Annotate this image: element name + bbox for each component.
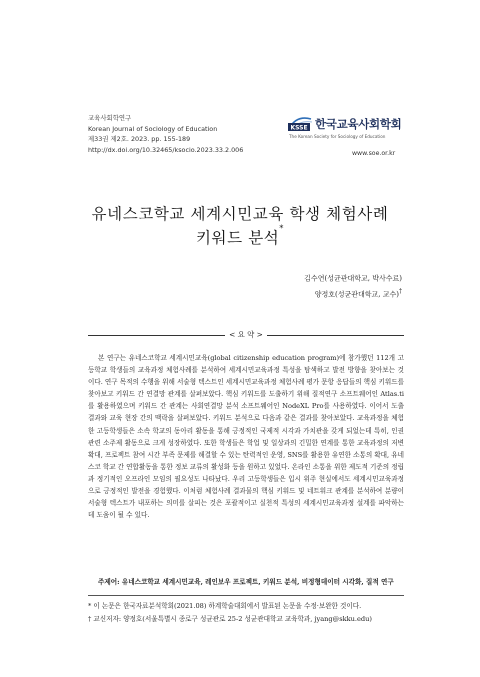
author-2-text: 양정호(성균관대학교, 교수)	[314, 290, 399, 299]
abstract-heading	[88, 330, 404, 340]
journal-issue: 제33권 제2호. 2023. pp. 155-189	[88, 135, 191, 143]
footnote-1: * 이 논문은 한국자료분석학회(2021.08) 하계학술대회에서 발표된 논문을 수정·보완한 것이다.	[88, 602, 362, 610]
abstract-body	[88, 352, 404, 521]
journal-name-en: Korean Journal of Sociology of Education	[88, 124, 218, 133]
society-url[interactable]: www.soe.or.kr	[352, 150, 396, 157]
footnote-rule	[88, 595, 404, 596]
author-2-mark: †	[399, 288, 402, 295]
footnote-2: † 교신저자: 양정호(서울특별시 종로구 성균관로 25-2 성균관대학교 교육학과, jyang@skku.edu)	[88, 615, 372, 623]
journal-header	[88, 113, 308, 155]
society-logo	[287, 117, 407, 147]
society-name-en: The Korean Society for Sociology of Education	[289, 134, 386, 139]
author-1-text: 김수연(성균관대학교, 박사수료)	[304, 274, 402, 283]
paper-title-line2-text: 키워드 분석	[195, 229, 280, 247]
abstract-label: < 요 약 >	[225, 330, 267, 339]
author-1	[304, 272, 402, 283]
abstract-paragraph: 본 연구는 유네스코학교 세계시민교육(global citizenship education program)에 참가했던 112개 고등학교 학생들의 교육과정 체험사례를 분석하여 세계시민교육과정 특성을 탐색하고 발전 방향을 찾아보는 것이다. 연구 목적의 수행을 위해 서술형 텍스트인 세계시민교육과정 체험사례 평가 문항 응답들의 핵심 키워드를 찾아보고 키워드 간 연결망 관계를 살펴보았다. 핵심 키워드를 도출하기 위해 질적연구 소프트웨어인 Atlas.ti를 활용하였으며 키워드 간 관계는 사회연결망 분석 소프트웨어인 NodeXL Pro를 사용하였다. 이어서 도출 결과와 교육 현장 간의 맥락을 살펴보았다. 키워드 분석으로 다음과 같은 결과를 찾아보았다. 교육과정을 체험한 고등학생들은 소속 학교의 동아리 활동을 통해 긍정적인 국제적 시각과 가치관을 갖게 되었는데 특히, 인권 관련 소주제 활동으로 크게 성장하였다. 또한 학생들은 학업 및 일상과의 긴밀한 연계를 통한 교육과정의 저변 확대, 프로젝트 참여 시간 부족 문제를 해결할 수 있는 탄력적인 운영, SNS를 활용한 유연한 소통의 확대, 유네스코 학교 간 연합활동을 통한 정보 교류의 활성화 등을 원하고 있었다. 온라인 소통을 위한 제도적 기준의 정립과 정기적인 오프라인 모임의 필요성도 나타났다. 우리 고등학생들은 입시 위주 현실에서도 세계시민교육과정으로 긍정적인 발전을 경험했다. 이처럼 체험사례 결과물의 핵심 키워드 및 네트워크 관계를 분석하여 분량이 서술형 텍스트가 내포하는 의미를 살피는 것은 포괄적이고 실천적 특성의 세계시민교육과정 설계를 파악하는 데 도움이 될 수 있다.	[88, 354, 404, 520]
paper-title-line1: 유네스코학교 세계시민교육 학생 체험사례	[91, 205, 389, 223]
journal-name-ko: 교육사회학연구	[88, 114, 132, 122]
title-footnote-mark: *	[279, 224, 284, 233]
logo-mark-text: KSSE	[290, 124, 308, 132]
keywords: 주제어: 유네스코학교 세계시민교육, 레인보우 프로젝트, 키워드 분석, 비정형데이터 시각화, 질적 연구	[98, 578, 394, 586]
author-2	[315, 288, 402, 299]
journal-doi[interactable]: http://dx.doi.org/10.32465/ksocio.2023.33.2.006	[88, 145, 244, 154]
society-name-ko: 한국교육사회학회	[315, 117, 402, 131]
ksse-logo-icon	[287, 117, 313, 132]
paper-title-line2	[0, 226, 480, 248]
